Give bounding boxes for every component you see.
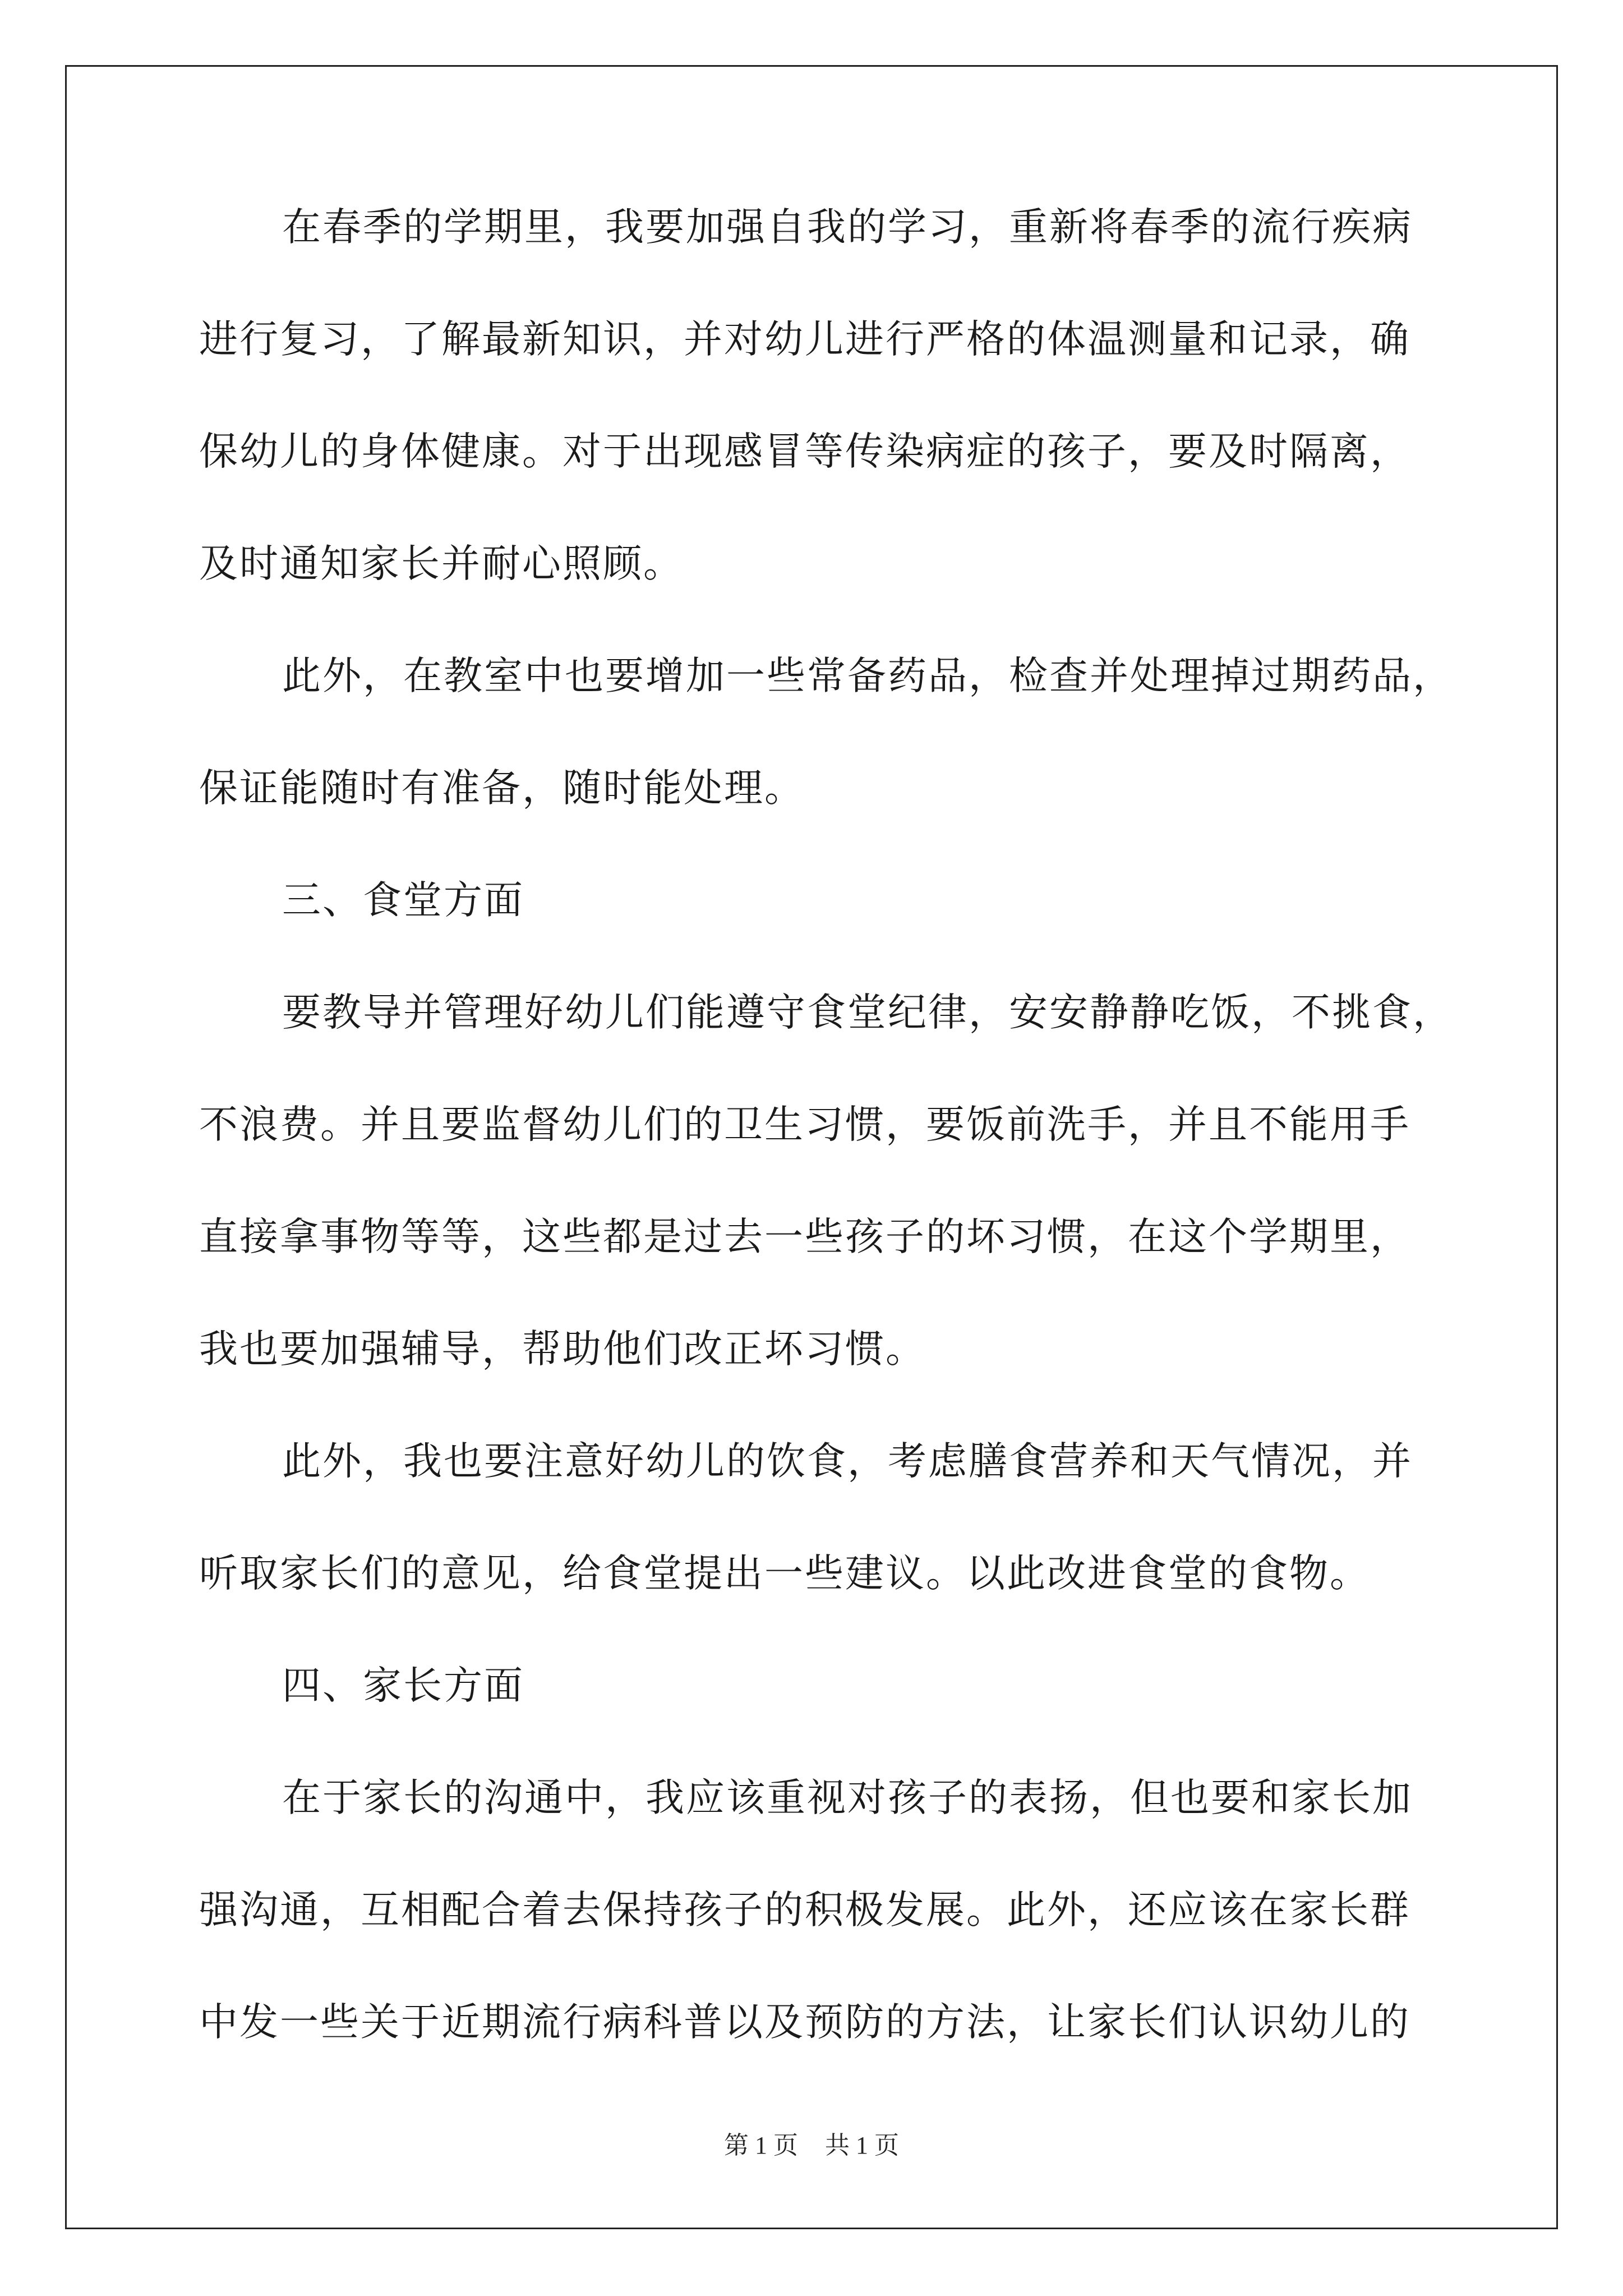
- paragraph-line: 我也要加强辅导，帮助他们改正坏习惯。: [199, 1327, 926, 1372]
- paragraph-line: 强沟通，互相配合着去保持孩子的积极发展。此外，还应该在家长群: [199, 1888, 1410, 1932]
- paragraph-line: 保证能随时有准备，随时能处理。: [199, 766, 805, 811]
- paragraph-line: 要教导并管理好幼儿们能遵守食堂纪律，安安静静吃饭，不挑食，: [282, 990, 1453, 1035]
- paragraph-line: 直接拿事物等等，这些都是过去一些孩子的坏习惯，在这个学期里，: [199, 1214, 1410, 1259]
- paragraph-line: 不浪费。并且要监督幼儿们的卫生习惯，要饭前洗手，并且不能用手: [199, 1102, 1410, 1147]
- paragraph-line: 中发一些关于近期流行病科普以及预防的方法，让家长们认识幼儿的: [199, 2000, 1410, 2045]
- paragraph-line: 在于家长的沟通中，我应该重视对孩子的表扬，但也要和家长加: [282, 1775, 1413, 1820]
- paragraph-line: 保幼儿的身体健康。对于出现感冒等传染病症的孩子，要及时隔离，: [199, 429, 1410, 474]
- paragraph-line: 此外，我也要注意好幼儿的饮食，考虑膳食营养和天气情况，并: [282, 1439, 1413, 1484]
- section-heading: 四、家长方面: [282, 1663, 524, 1708]
- page-number-total: 共 1 页: [825, 2132, 899, 2159]
- paragraph-line: 听取家长们的意见，给食堂提出一些建议。以此改进食堂的食物。: [199, 1551, 1370, 1596]
- section-heading: 三、食堂方面: [282, 878, 524, 923]
- paragraph-line: 此外，在教室中也要增加一些常备药品，检查并处理掉过期药品，: [282, 654, 1453, 698]
- page-footer: [0, 2129, 1623, 2162]
- paragraph-line: 在春季的学期里，我要加强自我的学习，重新将春季的流行疾病: [282, 205, 1413, 250]
- paragraph-line: 及时通知家长并耐心照顾。: [199, 541, 684, 586]
- page-number-current: 第 1 页: [724, 2132, 798, 2159]
- paragraph-line: 进行复习，了解最新知识，并对幼儿进行严格的体温测量和记录，确: [199, 317, 1410, 362]
